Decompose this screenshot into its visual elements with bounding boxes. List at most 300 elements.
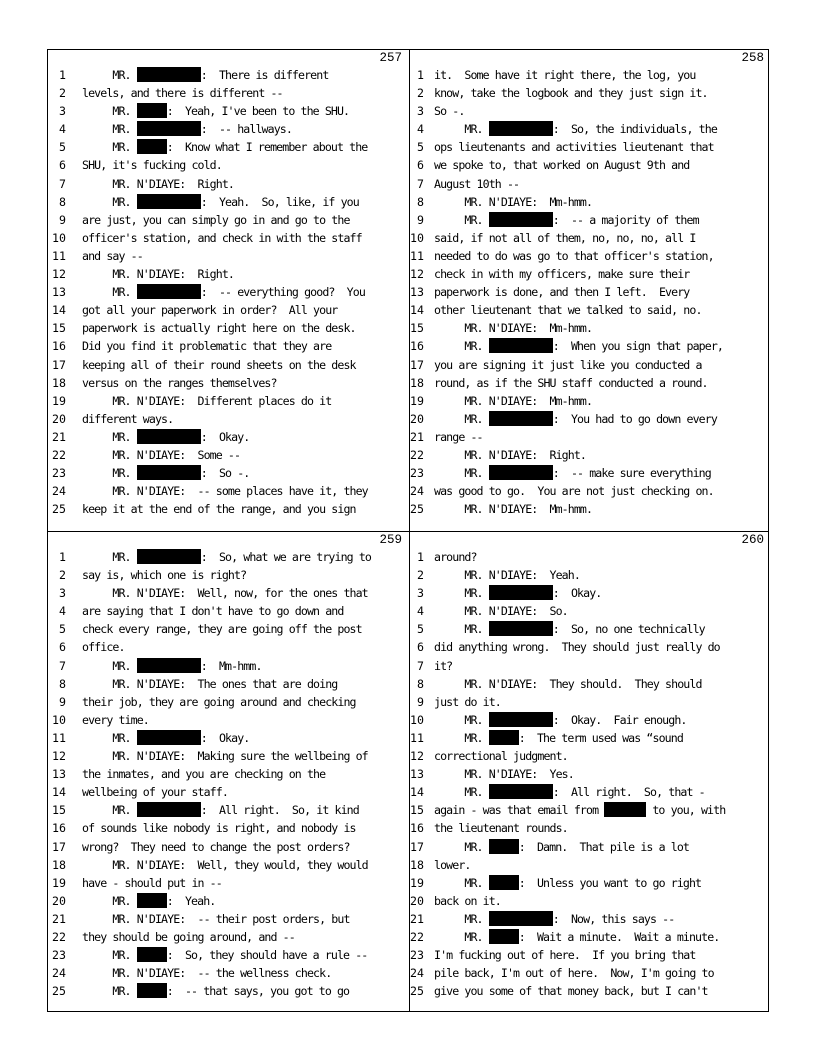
text-segment: keep it at the end of the range, and you sign [82,502,356,517]
transcript-line [48,283,408,301]
text-segment: MR. [82,68,137,82]
redaction-block [489,465,553,480]
line-number: 12 [410,267,424,282]
text-segment: : When you sign that paper, [552,339,723,354]
text-segment: pile back, I'm out of here. Now, I'm going to [434,966,714,981]
text-segment: : So, the individuals, the [552,122,717,137]
line-text [82,638,125,656]
line-number: 9 [417,694,424,709]
line-number: 5 [417,622,424,637]
transcript-line [410,566,770,584]
line-text [82,428,249,446]
line-text [82,838,350,856]
line-text [82,482,368,500]
line-text [82,446,240,464]
text-segment: was good to go. You are not just checking on. [434,484,714,499]
line-text [82,138,367,156]
line-text [434,482,714,500]
line-text [434,337,723,355]
transcript-line [410,982,770,1000]
line-number: 18 [52,857,66,872]
transcript-lines [48,66,408,518]
text-segment: it. Some have it right there, the log, you [434,68,696,82]
text-segment: : So, what we are trying to [200,550,371,564]
text-segment: got all your paperwork in order? All your [82,303,338,318]
text-segment: : So -. [200,466,250,481]
transcript-line [410,102,770,120]
line-text [82,156,222,174]
line-number: 4 [417,122,424,137]
text-segment: MR. N'DIAYE: Yes. [434,767,574,782]
line-text [434,410,717,428]
line-number: 17 [52,839,66,854]
text-segment: MR. N'DIAYE: Mm-hmm. [434,194,593,209]
text-segment: MR. [82,466,137,481]
text-segment: again - was that email from [434,803,605,818]
transcript-line [410,211,770,229]
text-segment: : -- a majority of them [552,212,699,227]
line-text [82,247,143,265]
line-text [82,102,349,120]
text-segment: MR. N'DIAYE: Well, they would, they would [82,857,368,872]
transcript-line [410,892,770,910]
line-text [434,620,705,638]
transcript-line [48,428,408,446]
line-text [82,229,362,247]
line-text [434,982,708,1000]
line-number: 11 [410,730,424,745]
line-text [82,175,234,193]
line-text [434,229,695,247]
transcript-line [410,247,770,265]
line-number: 9 [59,212,66,227]
transcript-line [410,602,770,620]
line-number: 11 [410,248,424,263]
transcript-line [410,446,770,464]
page-number: 260 [741,533,764,547]
transcript-line [48,584,408,602]
line-number: 7 [417,176,424,191]
line-number: 6 [59,640,66,655]
transcript-line [48,337,408,355]
line-number: 1 [59,550,66,564]
transcript-line [48,319,408,337]
text-segment: officer's station, and check in with the staff [82,230,362,245]
transcript-line [48,66,408,84]
line-number: 24 [410,484,424,499]
text-segment: versus on the ranges themselves? [82,375,277,390]
line-number: 9 [417,212,424,227]
transcript-line [48,638,408,656]
line-number: 16 [52,339,66,354]
transcript-line [48,482,408,500]
line-number: 25 [52,984,66,999]
line-number: 13 [410,767,424,782]
transcript-line [48,693,408,711]
line-text [434,211,699,229]
line-text [82,301,337,319]
transcript-line [410,175,770,193]
text-segment: MR. N'DIAYE: Mm-hmm. [434,393,593,408]
text-segment: MR. N'DIAYE: -- some places have it, they [82,484,368,499]
text-segment: : Know what I remember about the [166,140,368,155]
text-segment: MR. [434,839,489,854]
transcript-line [48,819,408,837]
transcript-line [48,675,408,693]
redaction-block [604,802,646,817]
text-segment: MR. N'DIAYE: The ones that are doing [82,676,338,691]
line-text [434,156,689,174]
line-text [434,283,689,301]
text-segment: did anything wrong. They should just really do [434,640,720,655]
line-text [82,374,277,392]
text-segment: : Mm-hmm. [200,658,262,673]
line-number: 20 [52,411,66,426]
transcript-line [410,66,770,84]
line-number: 20 [410,411,424,426]
redaction-block [137,139,167,154]
line-number: 21 [52,911,66,926]
text-segment: : All right. So, it kind [200,803,359,818]
transcript-line [410,747,770,765]
text-segment: : Okay. Fair enough. [552,712,687,727]
text-segment: MR. N'DIAYE: Some -- [82,447,241,462]
line-text [434,910,674,928]
transcript-line [48,175,408,193]
line-text [82,729,249,747]
redaction-block [137,893,167,908]
text-segment: the inmates, and you are checking on the [82,767,326,782]
transcript-line [410,283,770,301]
redaction-block [489,712,553,727]
line-number: 10 [52,230,66,245]
transcript-lines [48,548,408,1000]
transcript-line [48,156,408,174]
redaction-block [137,730,201,745]
line-number: 19 [52,393,66,408]
line-text [434,301,702,319]
text-segment: other lieutenant that we talked to said, no. [434,303,702,318]
transcript-line [410,584,770,602]
line-text [434,548,477,566]
line-number: 15 [410,803,424,818]
line-number: 14 [52,785,66,800]
line-text [82,584,368,602]
transcript-page [410,532,770,1012]
redaction-block [489,121,553,136]
text-segment: MR. N'DIAYE: -- their post orders, but [82,911,350,926]
line-text [434,193,592,211]
transcript-line [410,729,770,747]
text-segment: MR. N'DIAYE: Mm-hmm. [434,321,593,336]
line-number: 24 [52,484,66,499]
text-segment: and say -- [82,248,143,263]
text-segment: MR. [82,893,137,908]
line-number: 9 [59,694,66,709]
transcript-line [410,693,770,711]
redaction-block [489,411,553,426]
text-segment: back on it. [434,893,501,908]
line-text [434,464,711,482]
line-number: 7 [59,176,66,191]
transcript-line [48,500,408,518]
line-text [434,856,470,874]
line-number: 10 [410,230,424,245]
text-segment: they should be going around, and -- [82,929,295,944]
text-segment: MR. [434,712,489,727]
transcript-line [48,729,408,747]
transcript-line [410,428,770,446]
line-number: 18 [410,857,424,872]
line-number: 14 [410,303,424,318]
line-number: 20 [410,893,424,908]
line-number: 12 [410,749,424,764]
line-text [434,66,695,84]
line-number: 23 [52,466,66,481]
line-text [82,392,331,410]
line-number: 5 [59,140,66,155]
transcript-line [48,982,408,1000]
transcript-line [48,566,408,584]
line-number: 3 [59,586,66,601]
text-segment: paperwork is done, and then I left. Every [434,285,690,300]
text-segment: MR. N'DIAYE: So. [434,604,568,619]
transcript-page [48,532,408,1012]
line-number: 11 [52,730,66,745]
text-segment: : Yeah, I've been to the SHU. [166,104,350,119]
text-segment: MR. [434,730,489,745]
text-segment: correctional judgment. [434,749,568,764]
redaction-block [489,911,553,926]
line-number: 1 [417,550,424,564]
line-text [82,946,367,964]
text-segment: : The term used was “sound [518,730,683,745]
line-number: 21 [410,429,424,444]
line-text [434,783,705,801]
line-number: 18 [410,375,424,390]
line-text [434,428,483,446]
text-segment: say is, which one is right? [82,568,247,583]
line-number: 24 [410,966,424,981]
text-segment: you are signing it just like you conducted a [434,357,702,372]
transcript-line [410,801,770,819]
transcript-line [410,638,770,656]
line-text [434,801,725,819]
text-segment: MR. N'DIAYE: Making sure the wellbeing of [82,749,368,764]
redaction-block [137,658,201,673]
text-segment: : Okay. [552,586,602,601]
line-number: 7 [417,658,424,673]
text-segment: ops lieutenants and activities lieutenant that [434,140,714,155]
redaction-block [489,929,519,944]
transcript-line [48,602,408,620]
redaction-block [137,465,201,480]
text-segment: MR. [82,658,137,673]
text-segment: check in with my officers, make sure their [434,267,690,282]
line-number: 20 [52,893,66,908]
text-segment: : -- make sure everything [552,466,711,481]
text-segment: MR. N'DIAYE: Yeah. [434,568,580,583]
text-segment: MR. N'DIAYE: They should. They should [434,676,702,691]
line-text [82,602,343,620]
transcript-line [410,410,770,428]
page-number: 259 [379,533,402,547]
line-text [82,747,368,765]
line-text [82,783,228,801]
transcript-line [48,964,408,982]
redaction-block [137,802,201,817]
text-segment: MR. [434,411,489,426]
text-segment: MR. [434,911,489,926]
line-text [82,693,356,711]
line-number: 13 [52,285,66,300]
text-segment: different ways. [82,411,174,426]
transcript-lines [410,66,770,518]
line-text [434,392,592,410]
transcript-sheet [47,49,769,1012]
transcript-line [48,356,408,374]
text-segment: MR. [434,122,489,137]
transcript-line [410,337,770,355]
line-text [434,265,689,283]
redaction-block [489,784,553,799]
text-segment: MR. [434,466,489,481]
line-text [82,819,356,837]
line-number: 8 [59,676,66,691]
line-text [82,265,234,283]
line-text [82,801,359,819]
line-number: 16 [410,339,424,354]
transcript-line [48,301,408,319]
transcript-line [48,910,408,928]
text-segment: round, as if the SHU staff conducted a round. [434,375,708,390]
transcript-line [410,482,770,500]
redaction-block [489,585,553,600]
line-number: 22 [52,929,66,944]
text-segment: give you some of that money back, but I can't [434,984,708,999]
text-segment: : Wait a minute. Wait a minute. [518,929,720,944]
transcript-line [48,548,408,566]
line-text [434,374,708,392]
transcript-line [48,229,408,247]
line-text [82,283,365,301]
text-segment: : -- that says, you got to go [166,984,350,999]
transcript-line [48,892,408,910]
text-segment: are saying that I don't have to go down and [82,604,344,619]
line-number: 24 [52,966,66,981]
text-segment: office. [82,640,125,655]
line-number: 13 [52,767,66,782]
line-text [82,120,292,138]
text-segment: : Yeah. So, like, if you [200,194,359,209]
redaction-block [137,194,201,209]
line-text [82,356,356,374]
line-text [82,566,246,584]
transcript-line [410,138,770,156]
redaction-block [137,67,201,82]
transcript-line [48,711,408,729]
line-number: 19 [52,875,66,890]
text-segment: have - should put in -- [82,875,222,890]
text-segment: : Now, this says -- [552,911,675,926]
text-segment: So -. [434,104,465,119]
line-text [82,964,331,982]
text-segment: MR. [82,194,137,209]
line-number: 1 [417,68,424,82]
transcript-line [48,747,408,765]
line-number: 21 [52,429,66,444]
transcript-line [410,946,770,964]
line-number: 5 [59,622,66,637]
line-number: 16 [410,821,424,836]
text-segment: MR. N'DIAYE: Right. [82,267,235,282]
line-text [434,964,714,982]
transcript-line [410,928,770,946]
redaction-block [137,947,167,962]
line-number: 2 [417,568,424,583]
text-segment: paperwork is actually right here on the desk. [82,321,356,336]
line-number: 19 [410,393,424,408]
line-text [82,193,359,211]
line-number: 21 [410,911,424,926]
line-text [82,410,173,428]
line-number: 7 [59,658,66,673]
line-number: 4 [59,604,66,619]
redaction-block [489,621,553,636]
line-text [434,729,683,747]
line-number: 8 [59,194,66,209]
line-text [434,711,687,729]
line-number: 22 [410,447,424,462]
line-text [434,693,501,711]
transcript-line [410,711,770,729]
line-number: 2 [417,86,424,101]
line-text [82,928,295,946]
line-text [82,620,362,638]
text-segment: MR. N'DIAYE: Different places do it [82,393,332,408]
line-number: 11 [52,248,66,263]
text-segment: lower. [434,857,471,872]
text-segment: MR. [82,984,137,999]
text-segment: MR. [82,140,137,155]
line-text [434,946,695,964]
redaction-block [137,103,167,118]
text-segment: : Okay. [200,730,250,745]
line-number: 15 [410,321,424,336]
transcript-line [48,193,408,211]
text-segment: MR. [434,622,489,637]
line-number: 23 [52,948,66,963]
transcript-line [48,120,408,138]
line-text [434,84,708,102]
text-segment: every time. [82,712,149,727]
line-text [434,874,701,892]
transcript-line [48,410,408,428]
text-segment: wellbeing of your staff. [82,785,228,800]
text-segment: MR. [82,948,137,963]
transcript-line [48,247,408,265]
line-text [434,247,714,265]
line-text [82,66,328,84]
text-segment: MR. [82,730,137,745]
line-text [82,211,350,229]
line-number: 22 [410,929,424,944]
line-number: 17 [52,357,66,372]
transcript-line [48,856,408,874]
line-number: 3 [417,104,424,119]
line-number: 12 [52,267,66,282]
line-number: 2 [59,86,66,101]
